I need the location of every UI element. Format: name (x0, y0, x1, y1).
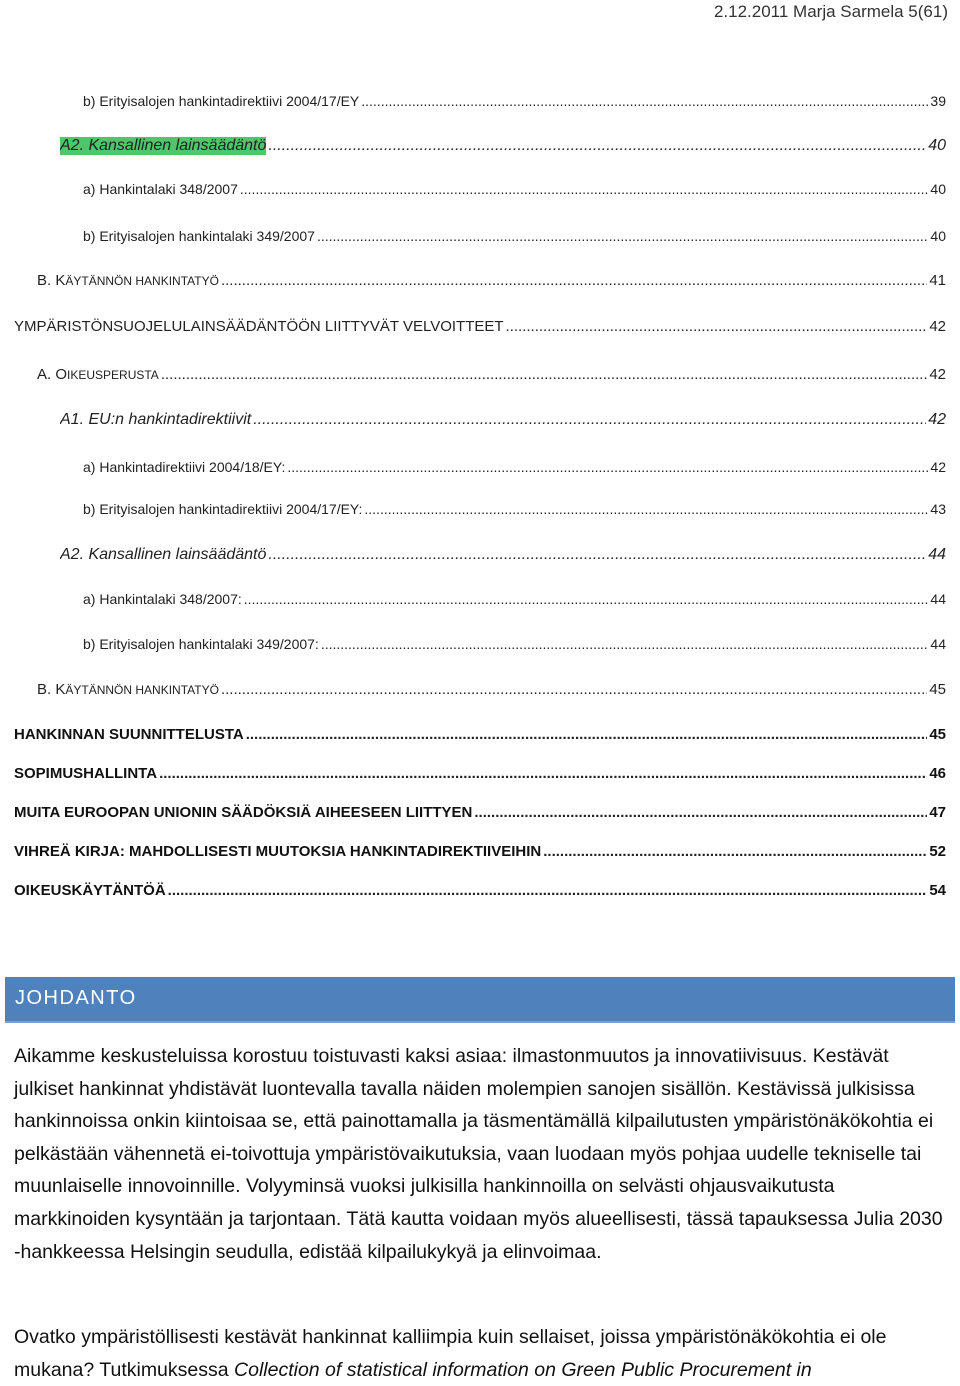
toc-leader-dots (317, 228, 928, 244)
toc-entry-label: a) Hankintadirektiivi 2004/18/EY: (83, 459, 286, 475)
toc-entry[interactable] (14, 726, 946, 743)
toc-leader-dots (506, 318, 928, 335)
toc-entry[interactable] (83, 93, 946, 109)
toc-leader-dots (474, 804, 927, 821)
toc-entry[interactable] (83, 591, 946, 607)
toc-leader-dots (287, 459, 928, 475)
toc-entry-label: A1. EU:n hankintadirektiivit (60, 411, 252, 428)
toc-entry-label: b) Erityisalojen hankintadirektiivi 2004/17/EY: (83, 501, 363, 517)
toc-leader-dots (168, 882, 928, 899)
toc-entry-label: A2. Kansallinen lainsäädäntö (60, 137, 267, 154)
toc-entry[interactable] (60, 137, 946, 155)
toc-entry-page: 44 (930, 591, 946, 607)
toc-entry-label: a) Hankintalaki 348/2007: (83, 591, 242, 607)
toc-entry[interactable] (83, 501, 946, 517)
toc-leader-dots (159, 765, 927, 782)
toc-entry[interactable] (37, 366, 946, 383)
toc-entry-label: a) Hankintalaki 348/2007 (83, 181, 238, 197)
toc-entry-page: 44 (928, 546, 946, 563)
toc-entry-label: b) Erityisalojen hankintalaki 349/2007 (83, 228, 315, 244)
toc-entry[interactable] (83, 181, 946, 197)
toc-entry-label: MUITA EUROOPAN UNIONIN SÄÄDÖKSIÄ AIHEESEEN LIITTYEN (14, 804, 473, 821)
toc-leader-dots (361, 93, 928, 109)
toc-entry-page: 47 (929, 804, 946, 821)
toc-entry-label: b) Erityisalojen hankintalaki 349/2007: (83, 636, 319, 652)
toc-entry-label: A2. Kansallinen lainsäädäntö (60, 546, 267, 563)
toc-leader-dots (268, 546, 926, 564)
toc-entry[interactable] (60, 411, 946, 429)
toc-entry-label: HANKINNAN SUUNNITTELUSTA (14, 726, 244, 743)
toc-entry-page: 41 (929, 272, 946, 289)
toc-entry-page: 42 (929, 318, 946, 335)
toc-entry-label: SOPIMUSHALLINTA (14, 765, 158, 782)
toc-entry-page: 45 (929, 726, 946, 743)
body-paragraph: Ovatko ympäristöllisesti kestävät hankinnat kalliimpia kuin sellaiset, joissa ympäristönäkökohtia ei ole mukana? Tutkimuksessa Collection of statistical information on Green Public Procurement in (14, 1326, 887, 1381)
toc-entry-page: 40 (930, 228, 946, 244)
toc-entry-label: A. OIKEUSPERUSTA (37, 366, 159, 383)
toc-entry-page: 40 (930, 181, 946, 197)
toc-entry-page: 46 (929, 765, 946, 782)
toc-entry-page: 42 (929, 366, 946, 383)
toc-entry-page: 45 (929, 681, 946, 698)
toc-leader-dots (543, 843, 927, 860)
toc-entry[interactable] (37, 681, 946, 698)
toc-entry-page: 42 (930, 459, 946, 475)
toc-entry[interactable] (83, 459, 946, 475)
toc-entry-label: OIKEUSKÄYTÄNTÖÄ (14, 882, 166, 899)
toc-leader-dots (240, 181, 929, 197)
toc-entry-page: 44 (930, 636, 946, 652)
toc-leader-dots (244, 591, 929, 607)
toc-leader-dots (321, 636, 929, 652)
toc-entry-page: 39 (930, 93, 946, 109)
toc-entry[interactable] (14, 843, 946, 860)
toc-entry-page: 42 (928, 411, 946, 428)
toc-entry-page: 43 (930, 501, 946, 517)
toc-entry-page: 52 (929, 843, 946, 860)
toc-entry[interactable] (14, 882, 946, 899)
toc-entry-page: 54 (929, 882, 946, 899)
toc-leader-dots (161, 366, 927, 383)
toc-leader-dots (268, 137, 926, 155)
toc-leader-dots (246, 726, 928, 743)
toc-entry[interactable] (14, 804, 946, 821)
toc-entry[interactable] (60, 546, 946, 564)
toc-leader-dots (364, 501, 928, 517)
toc-entry-label: YMPÄRISTÖNSUOJELULAINSÄÄDÄNTÖÖN LIITTYVÄT VELVOITTEET (14, 318, 504, 335)
toc-leader-dots (253, 411, 926, 429)
toc-entry-label: B. KÄYTÄNNÖN HANKINTATYÖ (37, 681, 219, 698)
toc-entry[interactable] (83, 636, 946, 652)
section-heading-banner (5, 977, 955, 1023)
publication-title: Collection of statistical information on Green Public Procurement in (234, 1358, 812, 1381)
toc-leader-dots (221, 681, 927, 698)
toc-entry[interactable] (83, 228, 946, 244)
page-header: 2.12.2011 Marja Sarmela 5(61) (713, 2, 948, 21)
toc-entry-page: 40 (928, 137, 946, 154)
toc-entry[interactable] (14, 765, 946, 782)
toc-entry-label: b) Erityisalojen hankintadirektiivi 2004/17/EY (83, 93, 360, 109)
toc-leader-dots (221, 272, 927, 289)
toc-entry-label: VIHREÄ KIRJA: MAHDOLLISESTI MUUTOKSIA HANKINTADIREKTIIVEIHIN (14, 843, 542, 860)
toc-entry-label: B. KÄYTÄNNÖN HANKINTATYÖ (37, 272, 219, 289)
toc-entry[interactable] (14, 318, 946, 335)
body-paragraph: Aikamme keskusteluissa korostuu toistuvasti kaksi asiaa: ilmastonmuutos ja innovatiivisuus. Kestävät julkiset hankinnat yhdistävät luontevalla tavalla näiden molempien sanojen sisällön. Kestävissä julkisissa hankinnoissa onkin kiintoisaa se, että painottamalla ja täsmentämällä kilpailutusten ympäristönäkökohtia ei pelkästään vähennetä ei-toivottuja ympäristövaikutuksia, vaan luodaan myös pohjaa uudelle tekniselle tai muunlaiselle innovoinnille. Volyyminsä vuoksi julkisilla hankinnoilla on selvästi ohjausvaikutusta markkinoiden kysyntään ja tarjontaan. Tätä kautta voidaan myös alueellisesti, tässä tapauksessa Julia 2030 -hankkeessa Helsingin seudulla, edistää kilpailukykyä ja elinvoimaa. (14, 1045, 943, 1263)
section-title: JOHDANTO (15, 987, 137, 1009)
toc-entry[interactable] (37, 272, 946, 289)
